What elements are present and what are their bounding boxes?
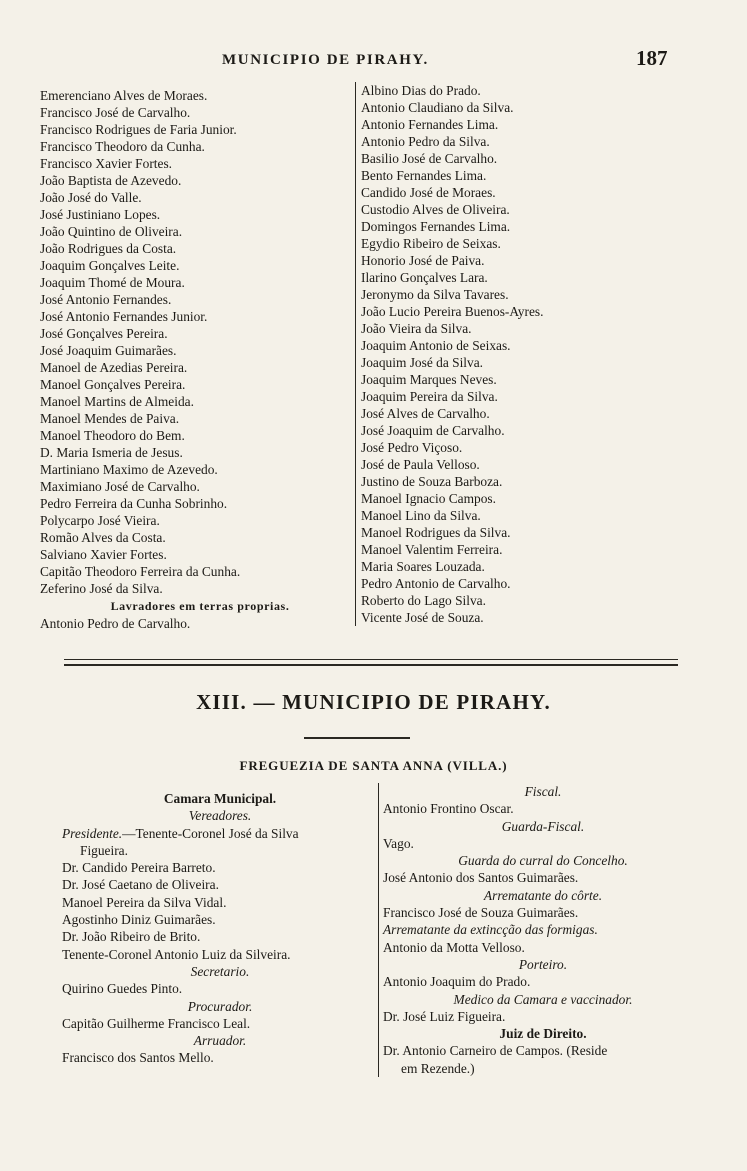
name-entry: D. Maria Ismeria de Jesus.: [40, 445, 183, 460]
vereador-entry: Agostinho Diniz Guimarães.: [62, 912, 216, 928]
name-entry: Capitão Theodoro Ferreira da Cunha.: [40, 564, 241, 579]
name-entry: Joaquim Antonio de Seixas.: [361, 338, 511, 353]
arruador-name: Francisco dos Santos Mello.: [62, 1050, 214, 1066]
section-subheading: Lavradores em terras proprias.: [110, 599, 290, 613]
name-entry: José Justiniano Lopes.: [40, 207, 161, 222]
name-entry: José Alves de Carvalho.: [361, 406, 490, 421]
secretario-name: Quirino Guedes Pinto.: [62, 981, 183, 997]
fiscal-name: Antonio Frontino Oscar.: [383, 801, 514, 817]
name-entry: Salviano Xavier Fortes.: [40, 547, 167, 562]
name-entry: Manoel Theodoro do Bem.: [40, 428, 185, 443]
running-header: [0, 46, 747, 76]
name-entry: Honorio José de Paiva.: [361, 253, 485, 268]
camara-heading: Camara Municipal.: [163, 791, 277, 806]
name-entry: Manoel Rodrigues da Silva.: [361, 525, 511, 540]
name-entry: José Joaquim de Carvalho.: [361, 423, 505, 438]
name-entry: José Gonçalves Pereira.: [40, 326, 168, 341]
name-entry: Custodio Alves de Oliveira.: [361, 202, 510, 217]
vereador-entry: Dr. José Caetano de Oliveira.: [62, 877, 219, 893]
name-entry: Joaquim José da Silva.: [361, 355, 483, 370]
name-entry: José Antonio Fernandes.: [40, 292, 172, 307]
name-entry: Albino Dias do Prado.: [361, 83, 481, 98]
procurador-heading: Procurador.: [187, 998, 253, 1014]
name-entry: Zeferino José da Silva.: [40, 581, 163, 596]
name-entry: Pedro Ferreira da Cunha Sobrinho.: [40, 496, 228, 511]
parish-title: FREGUEZIA DE SANTA ANNA (VILLA.): [239, 758, 508, 773]
name-entry: Candido José de Moraes.: [361, 185, 496, 200]
medico-heading: Medico da Camara e vaccinador.: [453, 991, 633, 1007]
name-entry: João Lucio Pereira Buenos-Ayres.: [361, 304, 544, 319]
name-entry: José Pedro Viçoso.: [361, 440, 463, 455]
name-entry: Maximiano José de Carvalho.: [40, 479, 200, 494]
name-entry: Antonio Fernandes Lima.: [361, 117, 499, 132]
name-entry: Manoel de Azedias Pereira.: [40, 360, 188, 375]
porteiro-heading: Porteiro.: [518, 956, 568, 972]
name-entry: João Vieira da Silva.: [361, 321, 472, 336]
name-entry: Antonio Pedro de Carvalho.: [40, 616, 191, 631]
medico-name: Dr. José Luiz Figueira.: [383, 1008, 506, 1024]
vereador-entry: Dr. João Ribeiro de Brito.: [62, 929, 201, 945]
name-entry: Francisco José de Carvalho.: [40, 105, 191, 120]
name-entry: Pedro Antonio de Carvalho.: [361, 576, 511, 591]
name-entry: Domingos Fernandes Lima.: [361, 219, 511, 234]
name-entry: Joaquim Gonçalves Leite.: [40, 258, 180, 273]
name-entry: Manoel Martins de Almeida.: [40, 394, 194, 409]
name-entry: Roberto do Lago Silva.: [361, 593, 486, 608]
top-right-column: [355, 82, 661, 626]
juiz-name: Dr. Antonio Carneiro de Campos. (Reside: [383, 1043, 608, 1059]
name-entry: Antonio Pedro da Silva.: [361, 134, 490, 149]
procurador-name: Capitão Guilherme Francisco Leal.: [62, 1015, 251, 1031]
vereador-entry: Dr. Candido Pereira Barreto.: [62, 860, 216, 876]
name-entry: Manoel Valentim Ferreira.: [361, 542, 503, 557]
double-rule-divider: [64, 659, 678, 666]
vereador-entry: Tenente-Coronel Antonio Luiz da Silveira.: [62, 946, 291, 962]
guarda-curral-name: José Antonio dos Santos Guimarães.: [383, 870, 579, 886]
name-entry: João Baptista de Azevedo.: [40, 173, 182, 188]
name-entry: José Antonio Fernandes Junior.: [40, 309, 208, 324]
bottom-right-column: [378, 783, 703, 1077]
short-rule-divider: [304, 737, 410, 739]
name-entry: Justino de Souza Barboza.: [361, 474, 503, 489]
name-entry: Francisco Xavier Fortes.: [40, 156, 173, 171]
name-entry: José de Paula Velloso.: [361, 457, 480, 472]
juiz-heading: Juiz de Direito.: [499, 1026, 587, 1042]
guarda-curral-heading: Guarda do curral do Concelho.: [458, 853, 628, 869]
name-entry: Manoel Lino da Silva.: [361, 508, 481, 523]
name-entry: Romão Alves da Costa.: [40, 530, 166, 545]
guarda-fiscal-name: Vago.: [383, 835, 414, 851]
arrematante-formigas-heading: Arrematante da extincção das formigas.: [383, 922, 598, 938]
juiz-name-cont: em Rezende.): [401, 1060, 475, 1076]
name-entry: Basilio José de Carvalho.: [361, 151, 498, 166]
name-entry: Ilarino Gonçalves Lara.: [361, 270, 488, 285]
name-entry: Bento Fernandes Lima.: [361, 168, 487, 183]
secretario-heading: Secretario.: [190, 963, 250, 979]
name-entry: Martiniano Maximo de Azevedo.: [40, 462, 218, 477]
arruador-heading: Arruador.: [193, 1033, 247, 1049]
name-entry: José Joaquim Guimarães.: [40, 343, 177, 358]
arrematante-corte-name: Francisco José de Souza Guimarães.: [383, 905, 579, 921]
name-entry: Manoel Ignacio Campos.: [361, 491, 496, 506]
name-entry: Manoel Mendes de Paiva.: [40, 411, 180, 426]
arrematante-corte-heading: Arrematante do côrte.: [483, 887, 603, 903]
name-entry: Egydio Ribeiro de Seixas.: [361, 236, 501, 251]
name-entry: Vicente José de Souza.: [361, 610, 484, 625]
presidente-name: —Tenente-Coronel José da Silva: [122, 825, 299, 841]
page-number: 187: [636, 46, 668, 70]
top-left-column: [40, 87, 348, 632]
guarda-fiscal-heading: Guarda-Fiscal.: [501, 818, 585, 834]
name-entry: Manoel Gonçalves Pereira.: [40, 377, 186, 392]
name-entry: Polycarpo José Vieira.: [40, 513, 160, 528]
bottom-left-column: [62, 790, 378, 1067]
name-entry: Jeronymo da Silva Tavares.: [361, 287, 509, 302]
name-entry: Maria Soares Louzada.: [361, 559, 485, 574]
arrematante-formigas-name: Antonio da Motta Velloso.: [383, 939, 525, 955]
name-entry: João José do Valle.: [40, 190, 142, 205]
vereador-entry: Manoel Pereira da Silva Vidal.: [62, 894, 227, 910]
name-entry: Joaquim Thomé de Moura.: [40, 275, 185, 290]
name-entry: Francisco Theodoro da Cunha.: [40, 139, 205, 154]
name-entry: Emerenciano Alves de Moraes.: [40, 88, 208, 103]
name-entry: Francisco Rodrigues de Faria Junior.: [40, 122, 237, 137]
name-entry: João Quintino de Oliveira.: [40, 224, 183, 239]
presidente-label: Presidente.: [62, 825, 123, 841]
name-entry: Joaquim Marques Neves.: [361, 372, 497, 387]
running-title: MUNICIPIO DE PIRAHY.: [222, 52, 429, 68]
chapter-title: XIII. — MUNICIPIO DE PIRAHY.: [196, 690, 551, 714]
name-entry: Antonio Claudiano da Silva.: [361, 100, 514, 115]
name-entry: Joaquim Pereira da Silva.: [361, 389, 498, 404]
name-entry: João Rodrigues da Costa.: [40, 241, 177, 256]
presidente-line: [62, 825, 378, 842]
vereadores-heading: Vereadores.: [188, 808, 252, 824]
fiscal-heading: Fiscal.: [524, 784, 562, 799]
presidente-name-cont: Figueira.: [80, 842, 128, 858]
porteiro-name: Antonio Joaquim do Prado.: [383, 974, 531, 990]
